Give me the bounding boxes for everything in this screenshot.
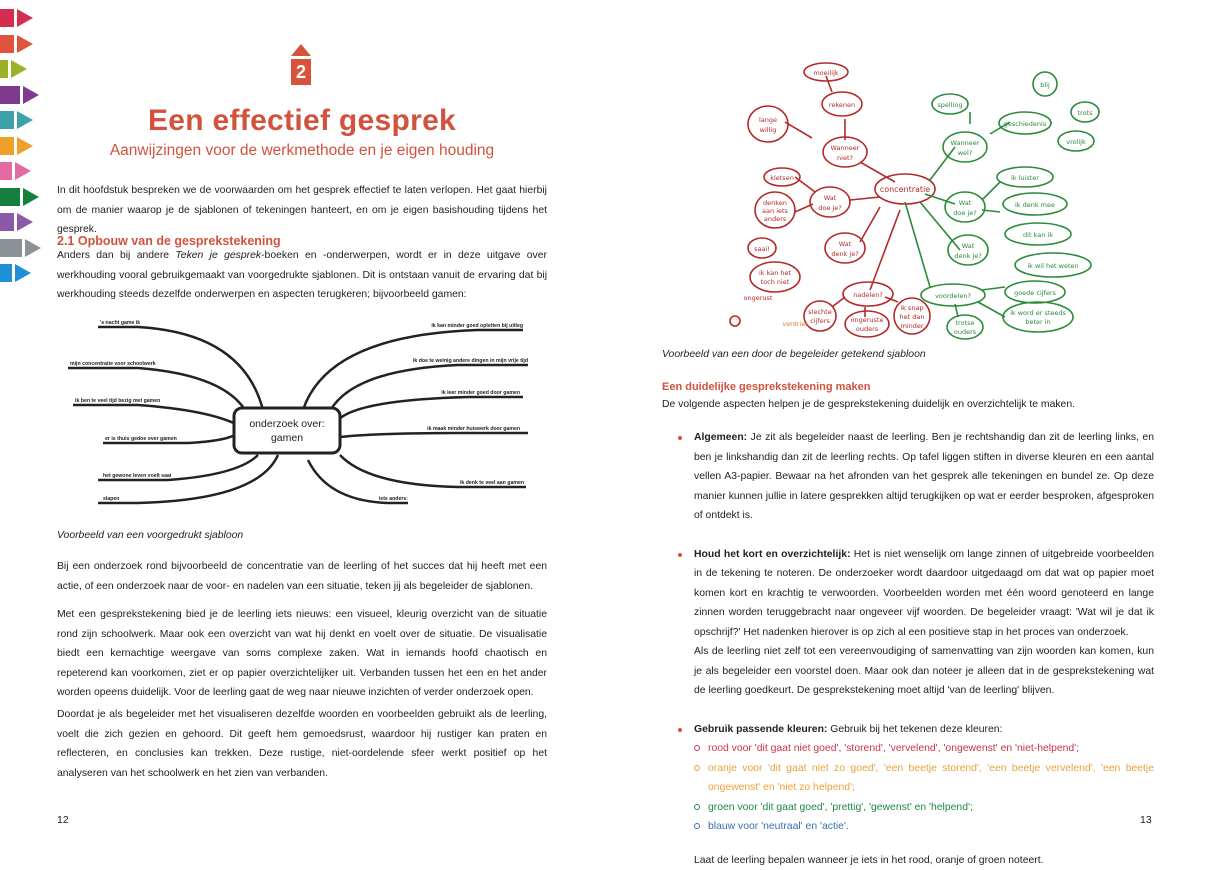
paragraph-3: Met een gesprekstekening bied je de leerling iets nieuws: een visueel, kleurig overzicht van de situatie rond zijn schoolwerk. Maar ook een overzicht van wat hij denkt en voelt over de situatie. De visualisatie biedt een kernachtige weergave van soms complexe zaken. Wat in iemands hoofd chaotisch en repeterend kan voorkomen, ziet er op papier overzichtelijker uit. Verbanden tussen het een en het ander worden opeens duidelijk. Voor de leerling gaat de weg naar nieuwe inzichten of verder onderzoek open. xyxy=(57,605,547,703)
chapter-badge xyxy=(291,44,311,85)
chapter-tab-7 xyxy=(0,161,50,181)
svg-text:Wanneer: Wanneer xyxy=(951,139,980,147)
svg-text:denk je?: denk je? xyxy=(831,250,858,258)
tab-arrow-icon xyxy=(15,264,31,282)
tab-bar xyxy=(0,213,14,231)
svg-text:dit kan ik: dit kan ik xyxy=(1023,231,1053,239)
svg-text:iets anders:: iets anders: xyxy=(379,496,408,502)
tab-bar xyxy=(0,188,20,206)
svg-text:geschiedenis: geschiedenis xyxy=(1004,120,1047,128)
bullet-dot-icon xyxy=(678,553,682,557)
printed-mindmap-template xyxy=(58,315,540,510)
chapter-tab-2 xyxy=(0,34,50,54)
chapter-tab-3 xyxy=(0,59,50,79)
aspects-list xyxy=(678,428,1154,870)
svg-text:Wat: Wat xyxy=(962,242,975,250)
svg-text:Wat: Wat xyxy=(839,240,852,248)
intro-paragraph: De volgende aspecten helpen je de gesprekstekening duidelijk en overzichtelijk te maken. xyxy=(662,395,1162,415)
paragraph-2: Bij een onderzoek rond bijvoorbeeld de concentratie van de leerling of het succes dat hij heeft met een actie, of een onderzoek naar de voor- en nadelen van een situatie, teken jij als begeleider de sjablonen. xyxy=(57,557,547,596)
svg-text:Wanneer: Wanneer xyxy=(831,144,860,152)
color-item-red: rood voor 'dit gaat niet goed', 'storend', 'vervelend', 'ongewenst' en 'niet-helpend'; xyxy=(694,739,1154,759)
color-item-blue: blauw voor 'neutraal' en 'actie'. xyxy=(694,817,1154,837)
svg-text:doe je?: doe je? xyxy=(818,204,841,212)
svg-text:het dan: het dan xyxy=(900,313,925,321)
tab-arrow-icon xyxy=(23,86,39,104)
tab-bar xyxy=(0,60,8,78)
color-item-orange: oranje voor 'dit gaat niet zo goed', 'een beetje storend', 'een beetje vervelend', 'een beetje ongewenst' en 'niet zo helpend'; xyxy=(694,759,1154,798)
svg-text:saai!: saai! xyxy=(754,245,770,253)
svg-text:moeilijk: moeilijk xyxy=(813,69,839,77)
bullet-short: Houd het kort en overzichtelijk: Het is niet wenselijk om lange zinnen of uitgebreide voorbeelden in de tekening te noteren. De onderzoeker wordt daardoor uitgedaagd om dat wat op papier moet komen kort en krachtig te verwoorden. Voorbeelden worden met één woord genoteerd en lange zinnen worden teruggebracht naar ongeveer vijf woorden. De begeleider vraagt: 'Wat wil je dat ik opschrijf?' Het nadenken hierover is op zich al een positieve stap in het proces van onderzoek. Als de leerling niet zelf tot een vereenvoudiging of samenvatting van zijn woorden kan komen, kun je als begeleider een voorstel doen. Maar ook dan noteer je alleen dat in de gesprekstekening wat de leerling goedkeurt. De gesprekstekening moet altijd 'van de leerling' blijven. xyxy=(678,545,1154,701)
chapter-tab-10 xyxy=(0,238,50,258)
tab-bar xyxy=(0,264,12,282)
tab-arrow-icon xyxy=(17,9,33,27)
ring-bullet-icon xyxy=(694,765,700,771)
tab-arrow-icon xyxy=(11,60,27,78)
section-heading: 2.1 Opbouw van de gesprekstekening xyxy=(57,234,281,248)
tab-bar xyxy=(0,86,20,104)
pencil-tip-icon xyxy=(291,44,311,56)
hand-drawn-mindmap xyxy=(720,62,1110,340)
svg-text:spelling: spelling xyxy=(937,101,962,109)
svg-text:ongerust: ongerust xyxy=(744,294,773,302)
svg-text:toch niet: toch niet xyxy=(761,278,790,286)
bullet-dot-icon xyxy=(678,728,682,732)
template-caption: Voorbeeld van een voorgedrukt sjabloon xyxy=(57,530,243,541)
svg-text:ik kan het: ik kan het xyxy=(759,269,792,277)
svg-text:ik snap: ik snap xyxy=(900,304,923,312)
tab-arrow-icon xyxy=(25,239,41,257)
svg-text:concentratie: concentratie xyxy=(880,185,930,194)
intro-paragraph: In dit hoofdstuk bespreken we de voorwaarden om het gesprek effectief te laten verlopen. Het gaat hierbij om de manier waarop je de sjablonen of tekeningen hanteert, en om je eigen basishouding tijdens het gesprek. xyxy=(57,181,547,240)
svg-text:ik word er steeds: ik word er steeds xyxy=(1010,309,1066,317)
svg-text:ik denk te veel aan gamen: ik denk te veel aan gamen xyxy=(460,480,524,486)
svg-text:willig: willig xyxy=(760,126,777,134)
svg-text:nadelen?: nadelen? xyxy=(853,291,883,299)
tab-bar xyxy=(0,9,14,27)
color-item-green: groen voor 'dit gaat goed', 'prettig', 'gewenst' en 'helpend'; xyxy=(694,798,1154,818)
svg-text:verdriet: verdriet xyxy=(782,320,808,328)
page-number-left: 12 xyxy=(57,814,69,826)
ring-bullet-icon xyxy=(694,823,700,829)
page-number-right: 13 xyxy=(1140,814,1152,826)
tab-bar xyxy=(0,35,14,53)
tab-arrow-icon xyxy=(15,162,31,180)
paragraph-4: Doordat je als begeleider met het visualiseren dezelfde woorden en voorbeelden gebruikt als de leerling, voelt die zich gezien en gehoord. Dit geeft hem gemoedsrust, waardoor hij rustiger kan praten en reflecteren, en conclusies kan trekken. Deze rustige, niet-oordelende sfeer werkt positief op het analyseren van het schoolwerk en het zien van verbanden. xyxy=(57,705,547,783)
bullet-dot-icon xyxy=(678,436,682,440)
svg-text:denk je?: denk je? xyxy=(954,252,981,260)
svg-text:voordelen?: voordelen? xyxy=(935,292,971,300)
svg-text:ik doe te weinig andere dingen: ik doe te weinig andere dingen in mijn vrije tijd xyxy=(413,358,528,364)
tab-bar xyxy=(0,239,22,257)
right-page xyxy=(604,0,1208,852)
chapter-tab-8 xyxy=(0,187,50,207)
drawing-caption: Voorbeeld van een door de begeleider getekend sjabloon xyxy=(662,349,926,360)
ring-bullet-icon xyxy=(694,745,700,751)
svg-text:ik kan minder goed opletten bi: ik kan minder goed opletten bij uitleg xyxy=(431,323,523,329)
svg-text:ik maak minder huiswerk door g: ik maak minder huiswerk door gamen xyxy=(427,426,520,432)
svg-text:ouders: ouders xyxy=(856,325,879,333)
chapter-tab-11 xyxy=(0,263,50,283)
svg-text:aan iets: aan iets xyxy=(762,207,789,215)
chapter-subtitle: Aanwijzingen voor de werkmethode en je eigen houding xyxy=(0,142,604,160)
svg-text:wel?: wel? xyxy=(958,149,973,157)
tab-arrow-icon xyxy=(17,213,33,231)
svg-text:doe je?: doe je? xyxy=(953,209,976,217)
svg-text:rekenen: rekenen xyxy=(829,101,855,109)
chapter-title: Een effectief gesprek xyxy=(0,104,604,138)
svg-text:Wat: Wat xyxy=(959,199,972,207)
svg-text:minder: minder xyxy=(900,322,923,330)
tab-arrow-icon xyxy=(17,35,33,53)
tab-arrow-icon xyxy=(23,188,39,206)
svg-text:lange: lange xyxy=(759,116,777,124)
svg-text:ongeruste: ongeruste xyxy=(851,316,884,324)
svg-text:denken: denken xyxy=(763,199,787,207)
section-paragraph: Anders dan bij andere Teken je gesprek-boeken en -onderwerpen, wordt er in deze uitgave over werkhouding vooral gebruikgemaakt van voorgedrukte sjablonen. Dit is ontstaan vanuit de ervaring dat bij werkhouding steeds dezelfde onderwerpen en aspecten terugkeren; bijvoorbeeld gamen: xyxy=(57,246,547,305)
bullet-colors: Gebruik passende kleuren: Gebruik bij het tekenen deze kleuren: rood voor 'dit gaat niet goed', 'storend', 'vervelend', 'ongewenst' en 'niet-helpend'; oranje voor 'dit gaat niet zo goed', 'een beetje storend', 'een beetje vervelend', 'een beetje ongewenst' en 'niet zo helpend'; groen voor 'dit gaat goed', 'prettig', 'gewenst' en 'helpend'; blauw voor 'neutraal' en 'actie'. xyxy=(678,720,1154,837)
svg-text:ik wil het weten: ik wil het weten xyxy=(1027,262,1078,270)
svg-text:trots: trots xyxy=(1078,109,1094,117)
svg-text:er is thuis gedoe over gamen: er is thuis gedoe over gamen xyxy=(105,436,177,442)
tab-bar xyxy=(0,162,12,180)
svg-text:'s nacht game ik: 's nacht game ik xyxy=(100,320,140,326)
svg-text:kletsen: kletsen xyxy=(770,174,794,182)
chapter-number: 2 xyxy=(291,59,311,85)
section-heading: Een duidelijke gesprekstekening maken xyxy=(662,381,870,393)
left-page xyxy=(0,0,604,852)
svg-text:slapen: slapen xyxy=(103,496,119,502)
svg-text:trotse: trotse xyxy=(956,319,975,327)
bullet-general: Algemeen: Je zit als begeleider naast de leerling. Ben je rechtshandig dan zit de leerling links, en ben je linkshandig dan zit de leerling rechts. Op tafel liggen stiften in diverse kleuren en een aantal vellen A3-papier. Bewaar na het afronden van het gesprek alle tekeningen en bundel ze. Op deze manier kunnen jullie in latere gesprekken altijd terugkijken op wat er eerder besproken, afgesproken of ontdekt is. xyxy=(678,428,1154,526)
svg-text:ouders: ouders xyxy=(954,328,977,336)
svg-text:ik luister: ik luister xyxy=(1011,174,1039,182)
svg-text:ik leer minder goed door gamen: ik leer minder goed door gamen xyxy=(441,390,520,396)
svg-text:beter in: beter in xyxy=(1025,318,1050,326)
chapter-tab-9 xyxy=(0,212,50,232)
svg-text:het gewone leven voelt saai: het gewone leven voelt saai xyxy=(103,473,172,479)
svg-text:niet?: niet? xyxy=(837,154,853,162)
svg-text:vrolijk: vrolijk xyxy=(1066,138,1086,146)
svg-text:onderzoek over:: onderzoek over: xyxy=(249,418,324,430)
chapter-tab-1 xyxy=(0,8,50,28)
svg-text:goede cijfers: goede cijfers xyxy=(1014,289,1056,297)
svg-text:cijfers: cijfers xyxy=(810,317,830,325)
closing-paragraph: Laat de leerling bepalen wanneer je iets in het rood, oranje of groen noteert. xyxy=(678,851,1154,870)
svg-text:ik denk mee: ik denk mee xyxy=(1015,201,1055,209)
svg-text:Wat: Wat xyxy=(824,194,837,202)
svg-text:anders: anders xyxy=(764,215,787,223)
svg-text:slechte: slechte xyxy=(808,308,831,316)
svg-text:mijn concentratie voor schoolw: mijn concentratie voor schoolwerk xyxy=(70,361,156,367)
ring-bullet-icon xyxy=(694,804,700,810)
svg-text:blij: blij xyxy=(1040,81,1050,89)
chapter-tab-4 xyxy=(0,85,50,105)
svg-text:gamen: gamen xyxy=(271,432,303,444)
svg-text:ik ben te veel tijd bezig met: ik ben te veel tijd bezig met gamen xyxy=(75,398,160,404)
